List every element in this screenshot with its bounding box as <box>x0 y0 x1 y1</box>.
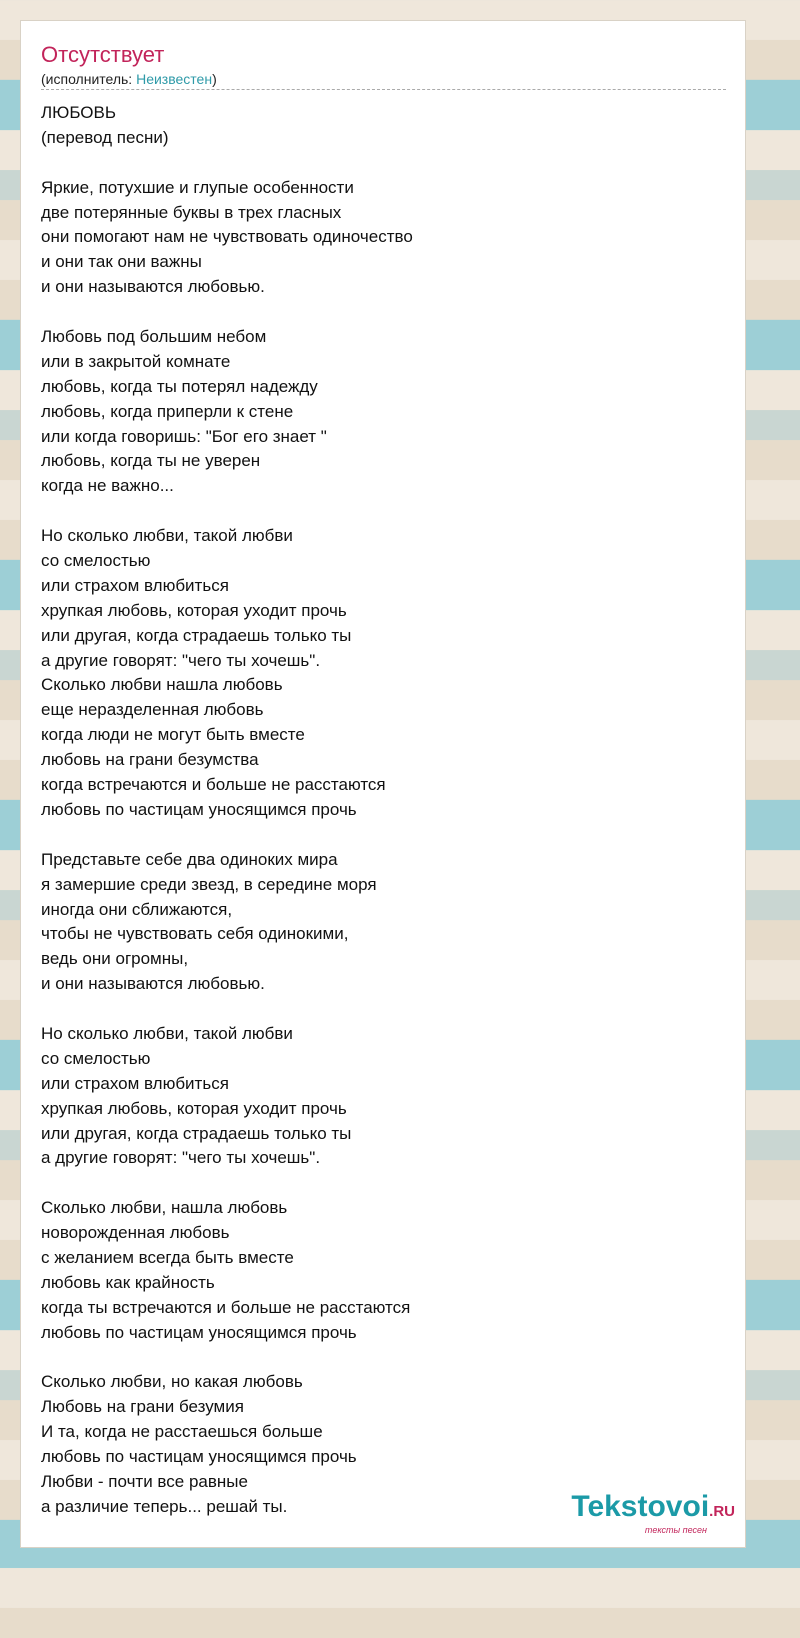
artist-line <box>41 70 217 88</box>
artist-link[interactable]: Неизвестен <box>136 71 213 87</box>
site-logo[interactable] <box>571 1492 735 1535</box>
stanza-break <box>41 1171 721 1196</box>
lyric-line: или страхом влюбиться <box>41 575 229 595</box>
lyric-line: Любви - почти все равные <box>41 1471 248 1491</box>
lyrics-text <box>41 101 721 1520</box>
lyric-line: Яркие, потухшие и глупые особенности <box>41 177 354 197</box>
lyric-line: Но сколько любви, такой любви <box>41 1023 293 1043</box>
lyric-line: а другие говорят: "чего ты хочешь". <box>41 650 321 670</box>
artist-suffix: ) <box>212 71 217 87</box>
lyrics-card <box>20 20 746 1548</box>
lyric-line: или страхом влюбиться <box>41 1073 229 1093</box>
lyric-line: Сколько любви нашла любовь <box>41 675 283 695</box>
lyric-line: любовь по частицам уносящимся прочь <box>41 799 357 819</box>
lyric-line: иногда они сближаются, <box>41 899 233 919</box>
lyric-line: ведь они огромны, <box>41 949 189 969</box>
stanza-break <box>41 997 721 1022</box>
song-title: Отсутствует <box>41 42 165 67</box>
logo-main-text: Tekstovoi <box>571 1490 710 1523</box>
lyric-line: ЛЮБОВЬ <box>41 103 117 122</box>
stanza-break <box>41 1346 721 1371</box>
logo-subtitle: тексты песен <box>644 1525 707 1535</box>
lyric-line: со смелостью <box>41 1048 151 1068</box>
lyric-line: любовь, когда ты потерял надежду <box>41 376 318 396</box>
lyric-line: чтобы не чувствовать себя одинокими, <box>41 924 349 944</box>
lyric-line: Представьте себе два одиноких мира <box>41 849 338 869</box>
lyric-line: а различие теперь... решай ты. <box>41 1496 288 1516</box>
lyric-line: Но сколько любви, такой любви <box>41 526 293 546</box>
lyric-line: когда встречаются и больше не расстаются <box>41 775 386 795</box>
stanza-break <box>41 151 721 176</box>
artist-prefix: (исполнитель: <box>41 71 137 87</box>
lyric-line: Сколько любви, но какая любовь <box>41 1372 303 1392</box>
lyric-line: хрупкая любовь, которая уходит прочь <box>41 600 347 620</box>
lyric-line: любовь, когда ты не уверен <box>41 451 261 471</box>
lyric-line: когда ты встречаются и больше не расстаются <box>41 1297 411 1317</box>
stanza-break <box>41 300 721 325</box>
lyric-line: любовь, когда приперли к стене <box>41 401 294 421</box>
lyric-line: еще неразделенная любовь <box>41 700 264 720</box>
lyric-line: и они так они важны <box>41 252 202 272</box>
logo-domain: .RU <box>709 1503 735 1520</box>
lyric-line: любовь как крайность <box>41 1272 215 1292</box>
lyric-line: или в закрытой комнате <box>41 351 231 371</box>
lyric-line: они помогают нам не чувствовать одиночество <box>41 227 413 247</box>
lyric-line: любовь на грани безумства <box>41 750 259 770</box>
lyric-line: И та, когда не расстаешься больше <box>41 1422 323 1442</box>
lyric-line: когда люди не могут быть вместе <box>41 725 305 745</box>
lyric-line: и они называются любовью. <box>41 974 265 994</box>
separator <box>41 89 726 90</box>
lyric-line: и они называются любовью. <box>41 277 265 297</box>
lyric-line: Любовь на грани безумия <box>41 1397 244 1417</box>
stanza-break <box>41 823 721 848</box>
stanza-break <box>41 499 721 524</box>
lyric-line: а другие говорят: "чего ты хочешь". <box>41 1148 321 1168</box>
lyric-line: хрупкая любовь, которая уходит прочь <box>41 1098 347 1118</box>
lyric-line: с желанием всегда быть вместе <box>41 1247 294 1267</box>
lyric-line: любовь по частицам уносящимся прочь <box>41 1447 357 1467</box>
lyric-line: я замершие среди звезд, в середине моря <box>41 874 377 894</box>
lyric-line: любовь по частицам уносящимся прочь <box>41 1322 357 1342</box>
lyric-line: две потерянные буквы в трех гласных <box>41 202 342 222</box>
lyric-line: или когда говоришь: "Бог его знает " <box>41 426 327 446</box>
lyric-line: Сколько любви, нашла любовь <box>41 1198 288 1218</box>
lyric-line: новорожденная любовь <box>41 1223 230 1243</box>
lyric-line: со смелостью <box>41 551 151 571</box>
lyric-line: или другая, когда страдаешь только ты <box>41 1123 352 1143</box>
lyric-line: Любовь под большим небом <box>41 327 267 347</box>
lyric-line: (перевод песни) <box>41 127 169 147</box>
lyric-line: или другая, когда страдаешь только ты <box>41 625 352 645</box>
lyric-line: когда не важно... <box>41 476 174 496</box>
